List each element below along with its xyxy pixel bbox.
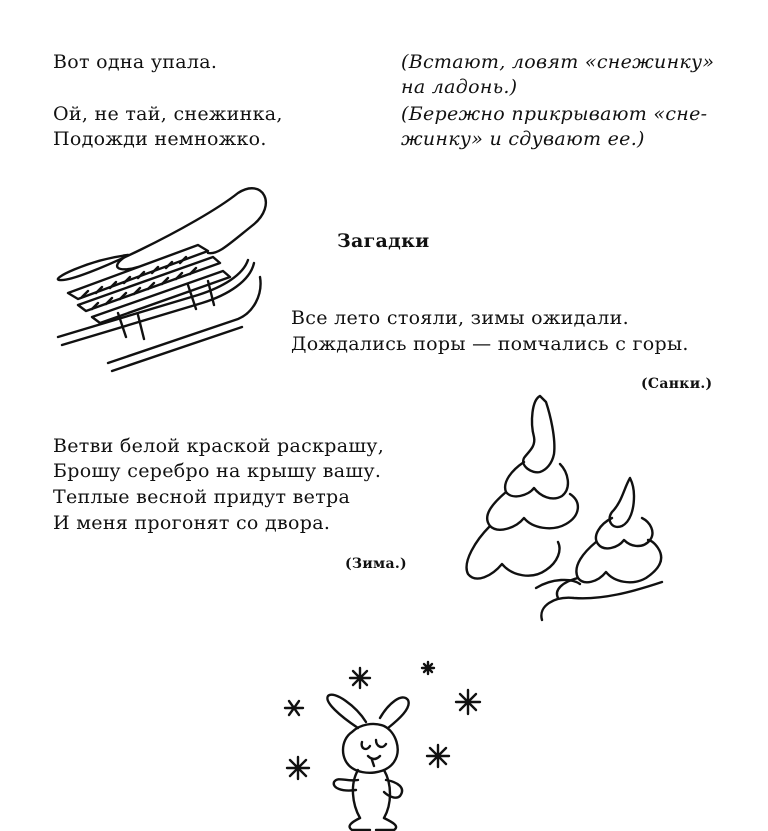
riddle2-line-1: Ветви белой краской раскрашу, [53,435,385,457]
stage-direction-line-1: (Встают, ловят «снежинку» [401,51,715,73]
snowflake-icon [456,690,480,714]
stage-direction-line-4: жинку» и сдувают ее.) [401,128,645,150]
riddles-heading: Загадки [337,230,430,252]
snowflake-icon [350,668,370,688]
snowflake-icon [427,745,449,767]
snowy-fir-illustration [462,392,672,632]
riddle2-answer: (Зима.) [345,556,407,572]
riddle1-line-1: Все лето стояли, зимы ожидали. [291,307,629,329]
riddle2-line-3: Теплые весной придут ветра [53,486,351,508]
riddle2-line-2: Брошу серебро на крышу вашу. [53,460,382,482]
poem-line-1: Вот одна упала. [53,51,218,73]
bunny-with-snowflakes-illustration [280,660,500,831]
snowflake-icon [287,757,309,779]
stage-direction-line-2: на ладонь.) [401,76,518,98]
poem-line-3: Подожди немножко. [53,128,267,150]
snowflake-icon [285,701,303,715]
sled-illustration [48,185,278,370]
snowflake-icon [422,662,434,674]
riddle2-line-4: И меня прогонят со двора. [53,512,331,534]
stage-direction-line-3: (Бережно прикрывают «сне- [401,103,708,125]
riddle1-answer: (Санки.) [641,376,713,392]
poem-line-2: Ой, не тай, снежинка, [53,103,283,125]
riddle1-line-2: Дождались поры — помчались с горы. [291,333,689,355]
